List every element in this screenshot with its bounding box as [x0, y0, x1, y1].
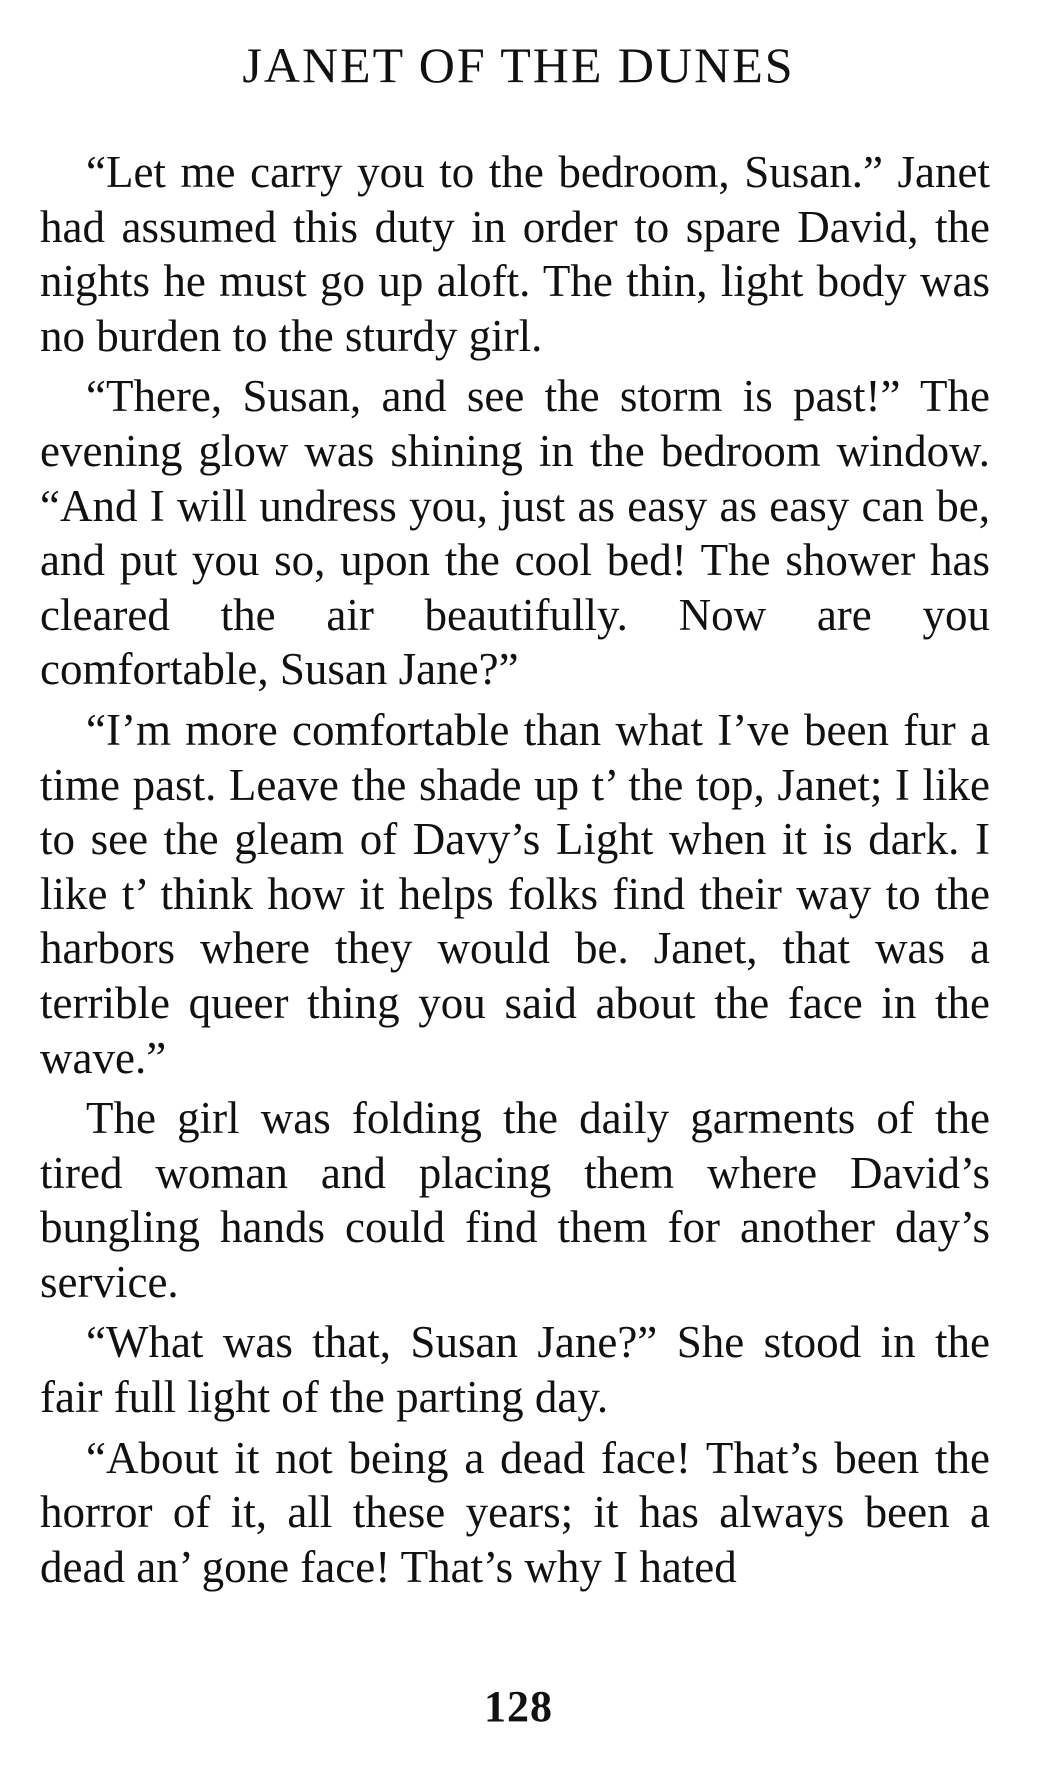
paragraph-2: “There, Susan, and see the storm is past!” The evening glow was shining in the bedroom window. “And I will undress you, just as easy as easy can be, and put you so, upon the cool bed! The shower has cleared the air beautifully. Now are you comfortable, Susan Jane?” — [40, 371, 990, 695]
page-number: 128 — [484, 1682, 553, 1731]
paragraph-1: “Let me carry you to the bedroom, Susan.” Janet had assumed this duty in order to spare David, the nights he must go up aloft. The thin, light body was no burden to the sturdy girl. — [40, 147, 990, 361]
paragraph-3: “I’m more comfortable than what I’ve been fur a time past. Leave the shade up t’ the top, Janet; I like to see the gleam of Davy’s Light when it is dark. I like t’ think how it helps folks find their way to the harbors where they would be. Janet, that was a terrible queer thing you said about the face in the wave.” — [40, 704, 990, 1083]
paragraph-5: “What was that, Susan Jane?” She stood in the fair full light of the parting day. — [40, 1317, 990, 1423]
running-head: JANET OF THE DUNES — [242, 37, 795, 93]
body-text — [40, 145, 990, 1600]
paragraph-4: The girl was folding the daily garments of the tired woman and placing them where David’s bungling hands could find them for another day’s service. — [40, 1093, 990, 1307]
paragraph-6: “About it not being a dead face! That’s been the horror of it, all these years; it has always been a dead an’ gone face! That’s why I hated — [40, 1432, 990, 1592]
